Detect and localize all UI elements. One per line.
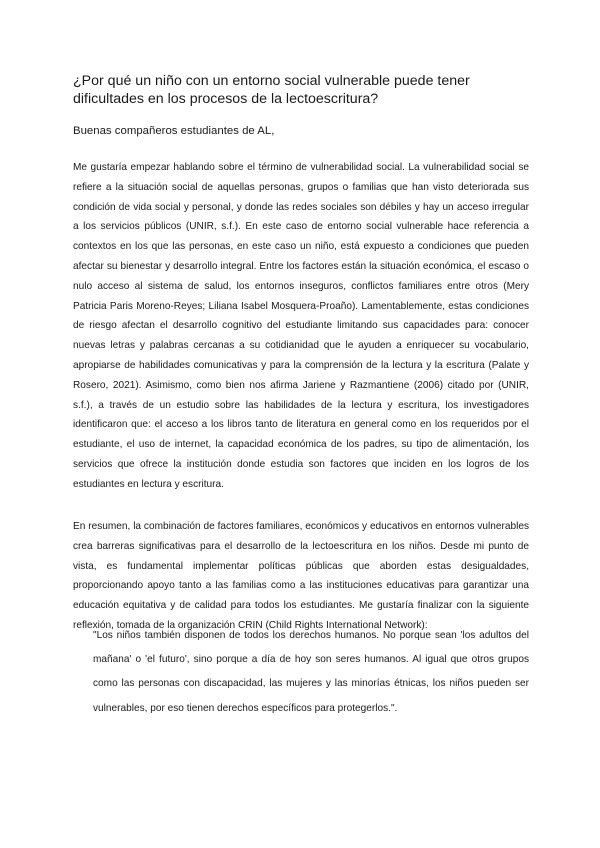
paragraph-vulnerability: Me gustaría empezar hablando sobre el término de vulnerabilidad social. La vulnerabilidad social se refiere a la situación social de aquellas personas, grupos o familias que han visto deteriorada sus condición de vida social y personal, y donde las redes sociales son débiles y hay un acceso irregular a los servicios públicos (UNIR, s.f.). En este caso de entorno social vulnerable hace referencia a contextos en los que las personas, en este caso un niño, está expuesto a condiciones que pueden afectar su bienestar y desarrollo integral. Entre los factores están la situación económica, el escaso o nulo acceso al sistema de salud, los entornos inseguros, conflictos familiares entre otros (Mery Patricia Paris Moreno-Reyes; Liliana Isabel Mosquera-Proaño). Lamentablemente, estas condiciones de riesgo afectan el desarrollo cognitivo del estudiante limitando sus capacidades para: conocer nuevas letras y palabras cercanas a su cotidianidad que le ayuden a enriquecer su vocabulario, apropiarse de habilidades comunicativas y para la comprensión de la lectura y la escritura (Palate y Rosero, 2021). Asimismo, como bien nos afirma Jariene y Razmantiene (2006) citado por (UNIR, s.f.), a través de un estudio sobre las habilidades de la lectura y escritura, los investigadores identificaron que: el acceso a los libros tanto de literatura en general como en los requeridos por el estudiante, el uso de internet, la capacidad económica de los padres, su tipo de alimentación, los servicios que ofrece la institución donde estudia son factores que inciden en los logros de los estudiantes en lectura y escritura. [73,162,529,490]
greeting: Buenas compañeros estudiantes de AL, [73,125,275,137]
paragraph-summary: En resumen, la combinación de factores familiares, económicos y educativos en entornos vulnerables crea barreras significativas para el desarrollo de la lectoescritura en los niños. Desde mi punto de vista, es fundamental implementar políticas públicas que aborden estas desigualdades, proporcionando apoyo tanto a las familias como a las instituciones educativas para garantizar una educación equitativa y de calidad para todos los estudiantes. Me gustaría finalizar con la siguiente reflexión, tomada de la organización CRIN (Child Rights International Network): [73,521,529,631]
crin-quote: "Los niños también disponen de todos los derechos humanos. No porque sean 'los adultos del mañana' o 'el futuro', sino porque a día de hoy son seres humanos. Al igual que otros grupos como las personas con discapacidad, las mujeres y las minorías étnicas, los niños pueden ser vulnerables, por eso tienen derechos específicos para protegerlos.". [93,630,529,714]
document-title: ¿Por qué un niño con un entorno social vulnerable puede tener dificultades en los procesos de la lectoescritura? [73,73,470,107]
